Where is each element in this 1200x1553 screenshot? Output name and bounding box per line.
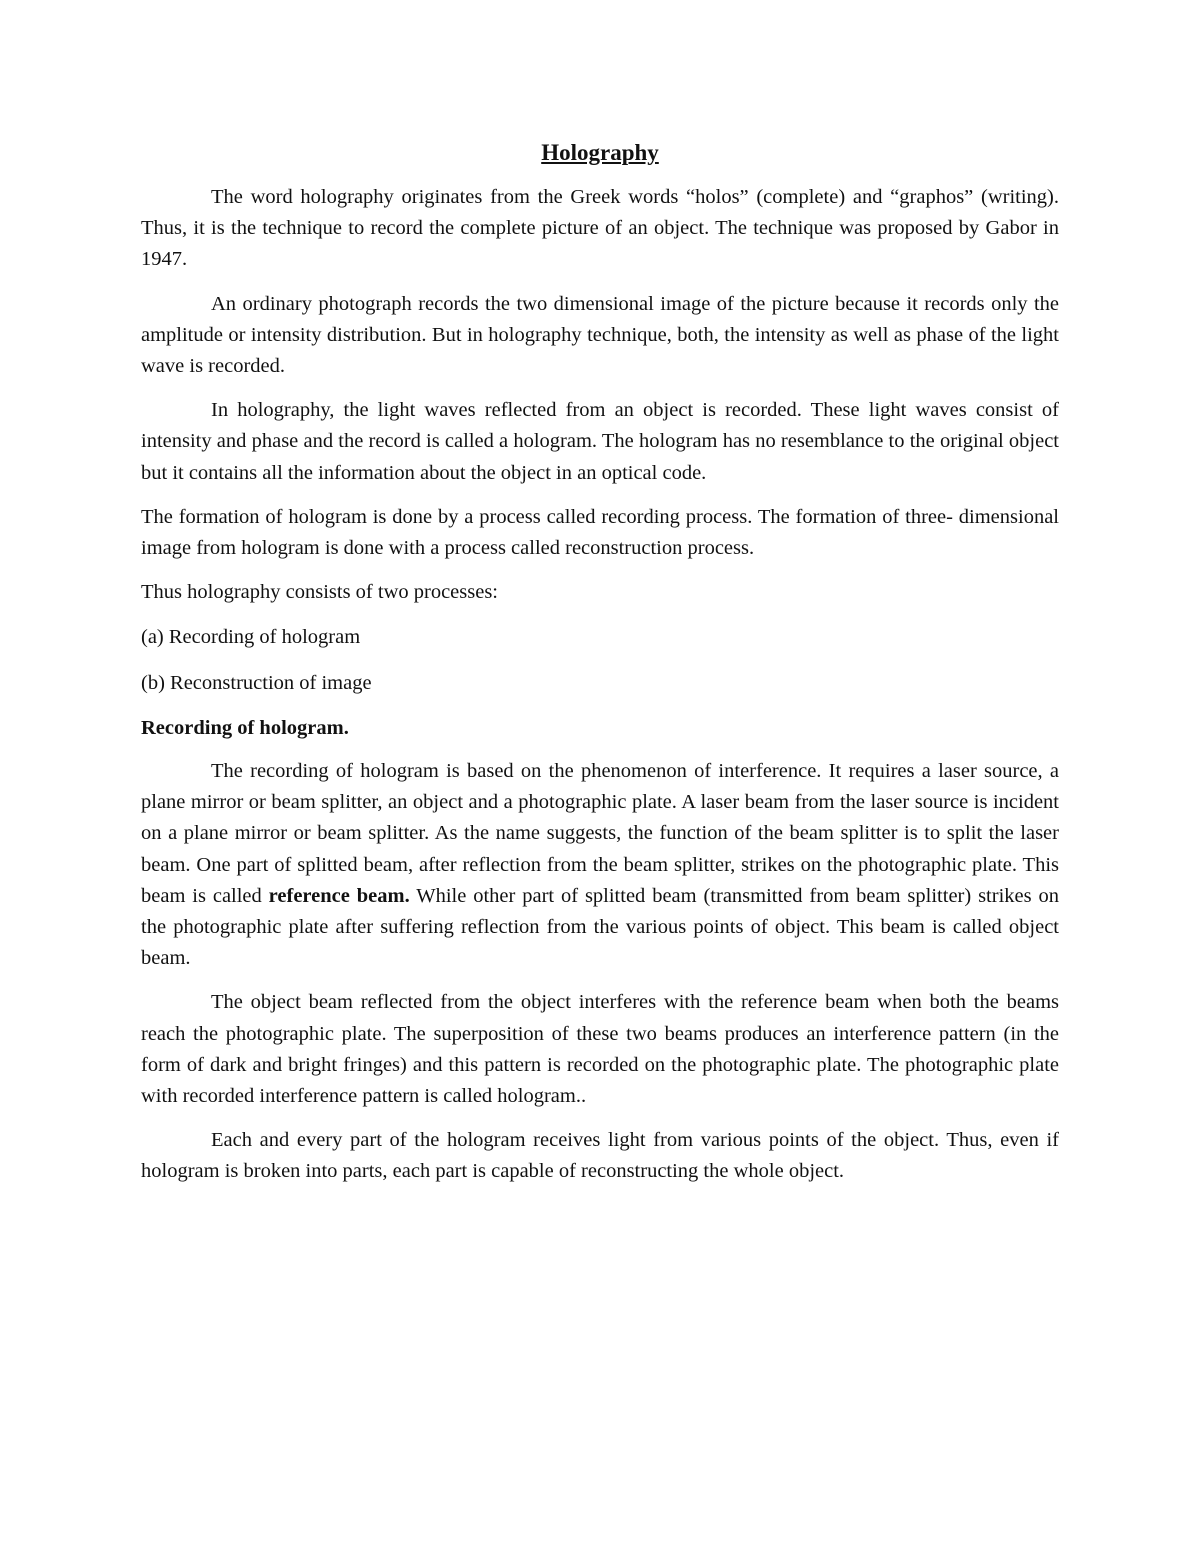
intro-paragraph: The word holography originates from the Greek words “holos” (complete) and “graphos” (writing). Thus, it is the technique to record the complete picture of an object. The technique was proposed by Gabor in 1947. — [141, 185, 1059, 271]
parts-paragraph: Each and every part of the hologram receives light from various points of the object. Thus, even if hologram is broken into parts, each part is capable of reconstructing the whole object. — [141, 1129, 1059, 1183]
processes-intro: Thus holography consists of two processes: — [141, 581, 498, 604]
hologram-paragraph: In holography, the light waves reflected from an object is recorded. These light waves consist of intensity and phase and the record is called a hologram. The hologram has no resemblance to the original object but it contains all the information about the object in an optical code. — [141, 399, 1059, 484]
document-page — [141, 138, 1059, 1201]
recording-text-part2: While other part of splitted beam (transmitted from beam splitter) strikes on the photographic plate after suffering reflection from the various points of object. This beam is called object beam. — [141, 884, 1059, 970]
reference-beam-term: reference beam. — [268, 884, 410, 907]
process-item-b: (b) Reconstruction of image — [141, 671, 372, 694]
process-item-a: (a) Recording of hologram — [141, 626, 361, 649]
recording-text-part1: The recording of hologram is based on the phenomenon of interference. It requires a laser source, a plane mirror or beam splitter, an object and a photographic plate. A laser beam from the laser source is incident on a plane mirror or beam splitter. As the name suggests, the function of the beam splitter is to split the laser beam. One part of splitted beam, after reflection from the beam splitter, strikes on the photographic plate. This beam is called — [141, 759, 1059, 907]
interference-paragraph: The object beam reflected from the object interferes with the reference beam when both the beams reach the photographic plate. The superposition of these two beams produces an interference pattern (in the form of dark and bright fringes) and this pattern is recorded on the photographic plate. The photographic plate with recorded interference pattern is called hologram.. — [141, 991, 1059, 1107]
photograph-paragraph: An ordinary photograph records the two dimensional image of the picture because it records only the amplitude or intensity distribution. But in holography technique, both, the intensity as well as phase of the light wave is recorded. — [141, 292, 1059, 377]
section-heading-recording: Recording of hologram. — [141, 716, 349, 739]
recording-paragraph — [141, 756, 1059, 974]
formation-paragraph: The formation of hologram is done by a process called recording process. The formation of three- dimensional image from hologram is done with a process called reconstruction process. — [141, 505, 1059, 559]
page-title: Holography — [541, 140, 659, 165]
